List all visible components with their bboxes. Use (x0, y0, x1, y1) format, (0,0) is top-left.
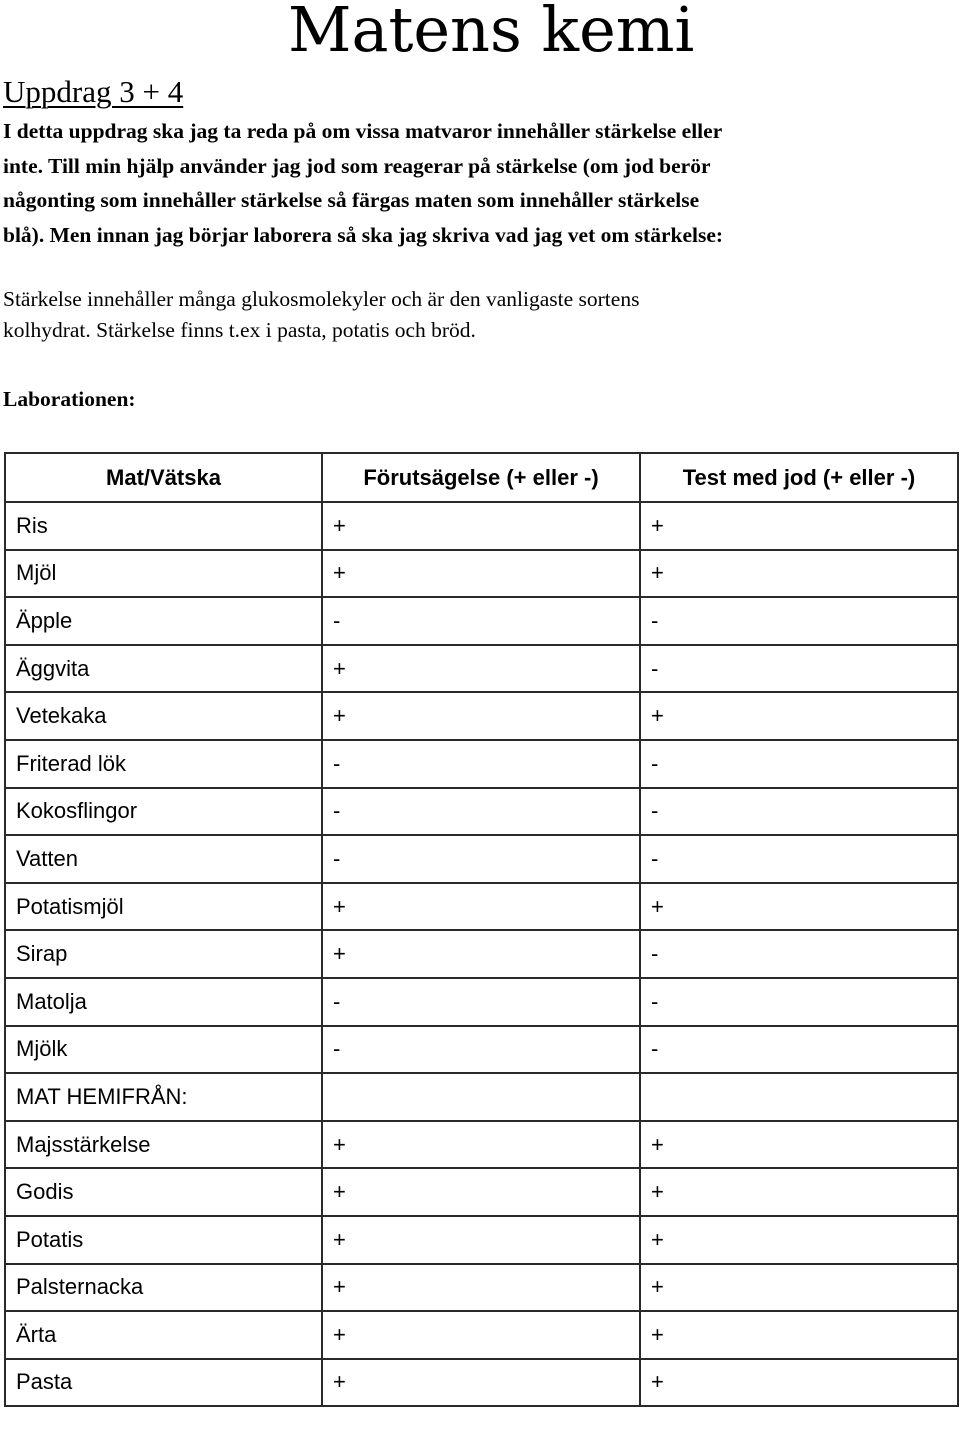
table-row (5, 1073, 958, 1121)
table-row (5, 930, 958, 978)
table-header-row (5, 453, 958, 502)
prediction-cell: + (322, 1216, 640, 1264)
food-cell: Vatten (5, 835, 322, 883)
food-cell: Sirap (5, 930, 322, 978)
iodine-test-cell: + (640, 1216, 958, 1264)
food-cell: Palsternacka (5, 1264, 322, 1312)
food-cell: Mjöl (5, 550, 322, 598)
table-row (5, 1216, 958, 1264)
iodine-test-cell: - (640, 1026, 958, 1074)
header-prediction: Förutsägelse (+ eller -) (322, 453, 640, 502)
table-row (5, 1168, 958, 1216)
food-cell: Matolja (5, 978, 322, 1026)
prediction-cell (322, 1073, 640, 1121)
iodine-test-cell: + (640, 1264, 958, 1312)
iodine-test-cell: - (640, 645, 958, 693)
iodine-test-cell: - (640, 788, 958, 836)
prediction-cell: + (322, 1311, 640, 1359)
iodine-test-cell: - (640, 597, 958, 645)
iodine-test-cell: + (640, 1359, 958, 1407)
prediction-cell: + (322, 1359, 640, 1407)
prediction-cell: + (322, 645, 640, 693)
food-cell: MAT HEMIFRÅN: (5, 1073, 322, 1121)
table-row (5, 740, 958, 788)
table-row (5, 1026, 958, 1074)
food-cell: Pasta (5, 1359, 322, 1407)
knowledge-line: Stärkelse innehåller många glukosmolekyler och är den vanligaste sortens (3, 287, 640, 311)
food-cell: Vetekaka (5, 692, 322, 740)
iodine-test-cell: + (640, 1168, 958, 1216)
iodine-test-cell: - (640, 978, 958, 1026)
intro-line: blå). Men innan jag börjar laborera så ska jag skriva vad jag vet om stärkelse: (3, 222, 724, 247)
iodine-test-cell: + (640, 502, 958, 550)
table-row (5, 883, 958, 931)
prediction-cell: + (322, 930, 640, 978)
table-row (5, 1311, 958, 1359)
header-iodine-test: Test med jod (+ eller -) (640, 453, 958, 502)
food-cell: Ärta (5, 1311, 322, 1359)
prediction-cell: + (322, 550, 640, 598)
prediction-cell: - (322, 978, 640, 1026)
food-cell: Kokosflingor (5, 788, 322, 836)
page-title: Matens kemi (288, 0, 695, 66)
food-cell: Potatismjöl (5, 883, 322, 931)
food-cell: Majsstärkelse (5, 1121, 322, 1169)
table-row (5, 597, 958, 645)
iodine-test-cell: - (640, 835, 958, 883)
prediction-cell: - (322, 1026, 640, 1074)
table-body (5, 502, 958, 1406)
table-row (5, 502, 958, 550)
iodine-test-cell: + (640, 883, 958, 931)
assignment-heading: Uppdrag 3 + 4 (3, 74, 184, 109)
iodine-test-cell: + (640, 692, 958, 740)
food-cell: Mjölk (5, 1026, 322, 1074)
food-cell: Äpple (5, 597, 322, 645)
table-row (5, 1264, 958, 1312)
prediction-cell: + (322, 883, 640, 931)
iodine-test-cell: + (640, 1311, 958, 1359)
intro-line: någonting som innehåller stärkelse så färgas maten som innehåller stärkelse (3, 188, 700, 212)
iodine-test-cell: + (640, 1121, 958, 1169)
intro-line: inte. Till min hjälp använder jag jod som reagerar på stärkelse (om jod berör (3, 153, 711, 178)
prediction-cell: + (322, 1168, 640, 1216)
lab-heading: Laborationen: (3, 387, 136, 411)
table-row (5, 1121, 958, 1169)
food-cell: Godis (5, 1168, 322, 1216)
prediction-cell: + (322, 692, 640, 740)
table-row (5, 692, 958, 740)
food-cell: Äggvita (5, 645, 322, 693)
prediction-cell: - (322, 788, 640, 836)
lab-results-table (4, 452, 959, 1407)
knowledge-line: kolhydrat. Stärkelse finns t.ex i pasta, potatis och bröd. (3, 318, 476, 342)
table-row (5, 835, 958, 883)
starch-knowledge-paragraph (3, 284, 639, 346)
intro-line: I detta uppdrag ska jag ta reda på om vissa matvaror innehåller stärkelse eller (3, 119, 723, 143)
prediction-cell: + (322, 502, 640, 550)
food-cell: Friterad lök (5, 740, 322, 788)
prediction-cell: - (322, 835, 640, 883)
intro-paragraph (3, 114, 943, 252)
iodine-test-cell (640, 1073, 958, 1121)
table-row (5, 978, 958, 1026)
food-cell: Ris (5, 502, 322, 550)
table-row (5, 1359, 958, 1407)
prediction-cell: - (322, 740, 640, 788)
iodine-test-cell: + (640, 550, 958, 598)
iodine-test-cell: - (640, 930, 958, 978)
table-row (5, 788, 958, 836)
table-row (5, 645, 958, 693)
prediction-cell: - (322, 597, 640, 645)
header-food: Mat/Vätska (5, 453, 322, 502)
iodine-test-cell: - (640, 740, 958, 788)
food-cell: Potatis (5, 1216, 322, 1264)
table-row (5, 550, 958, 598)
prediction-cell: + (322, 1264, 640, 1312)
prediction-cell: + (322, 1121, 640, 1169)
